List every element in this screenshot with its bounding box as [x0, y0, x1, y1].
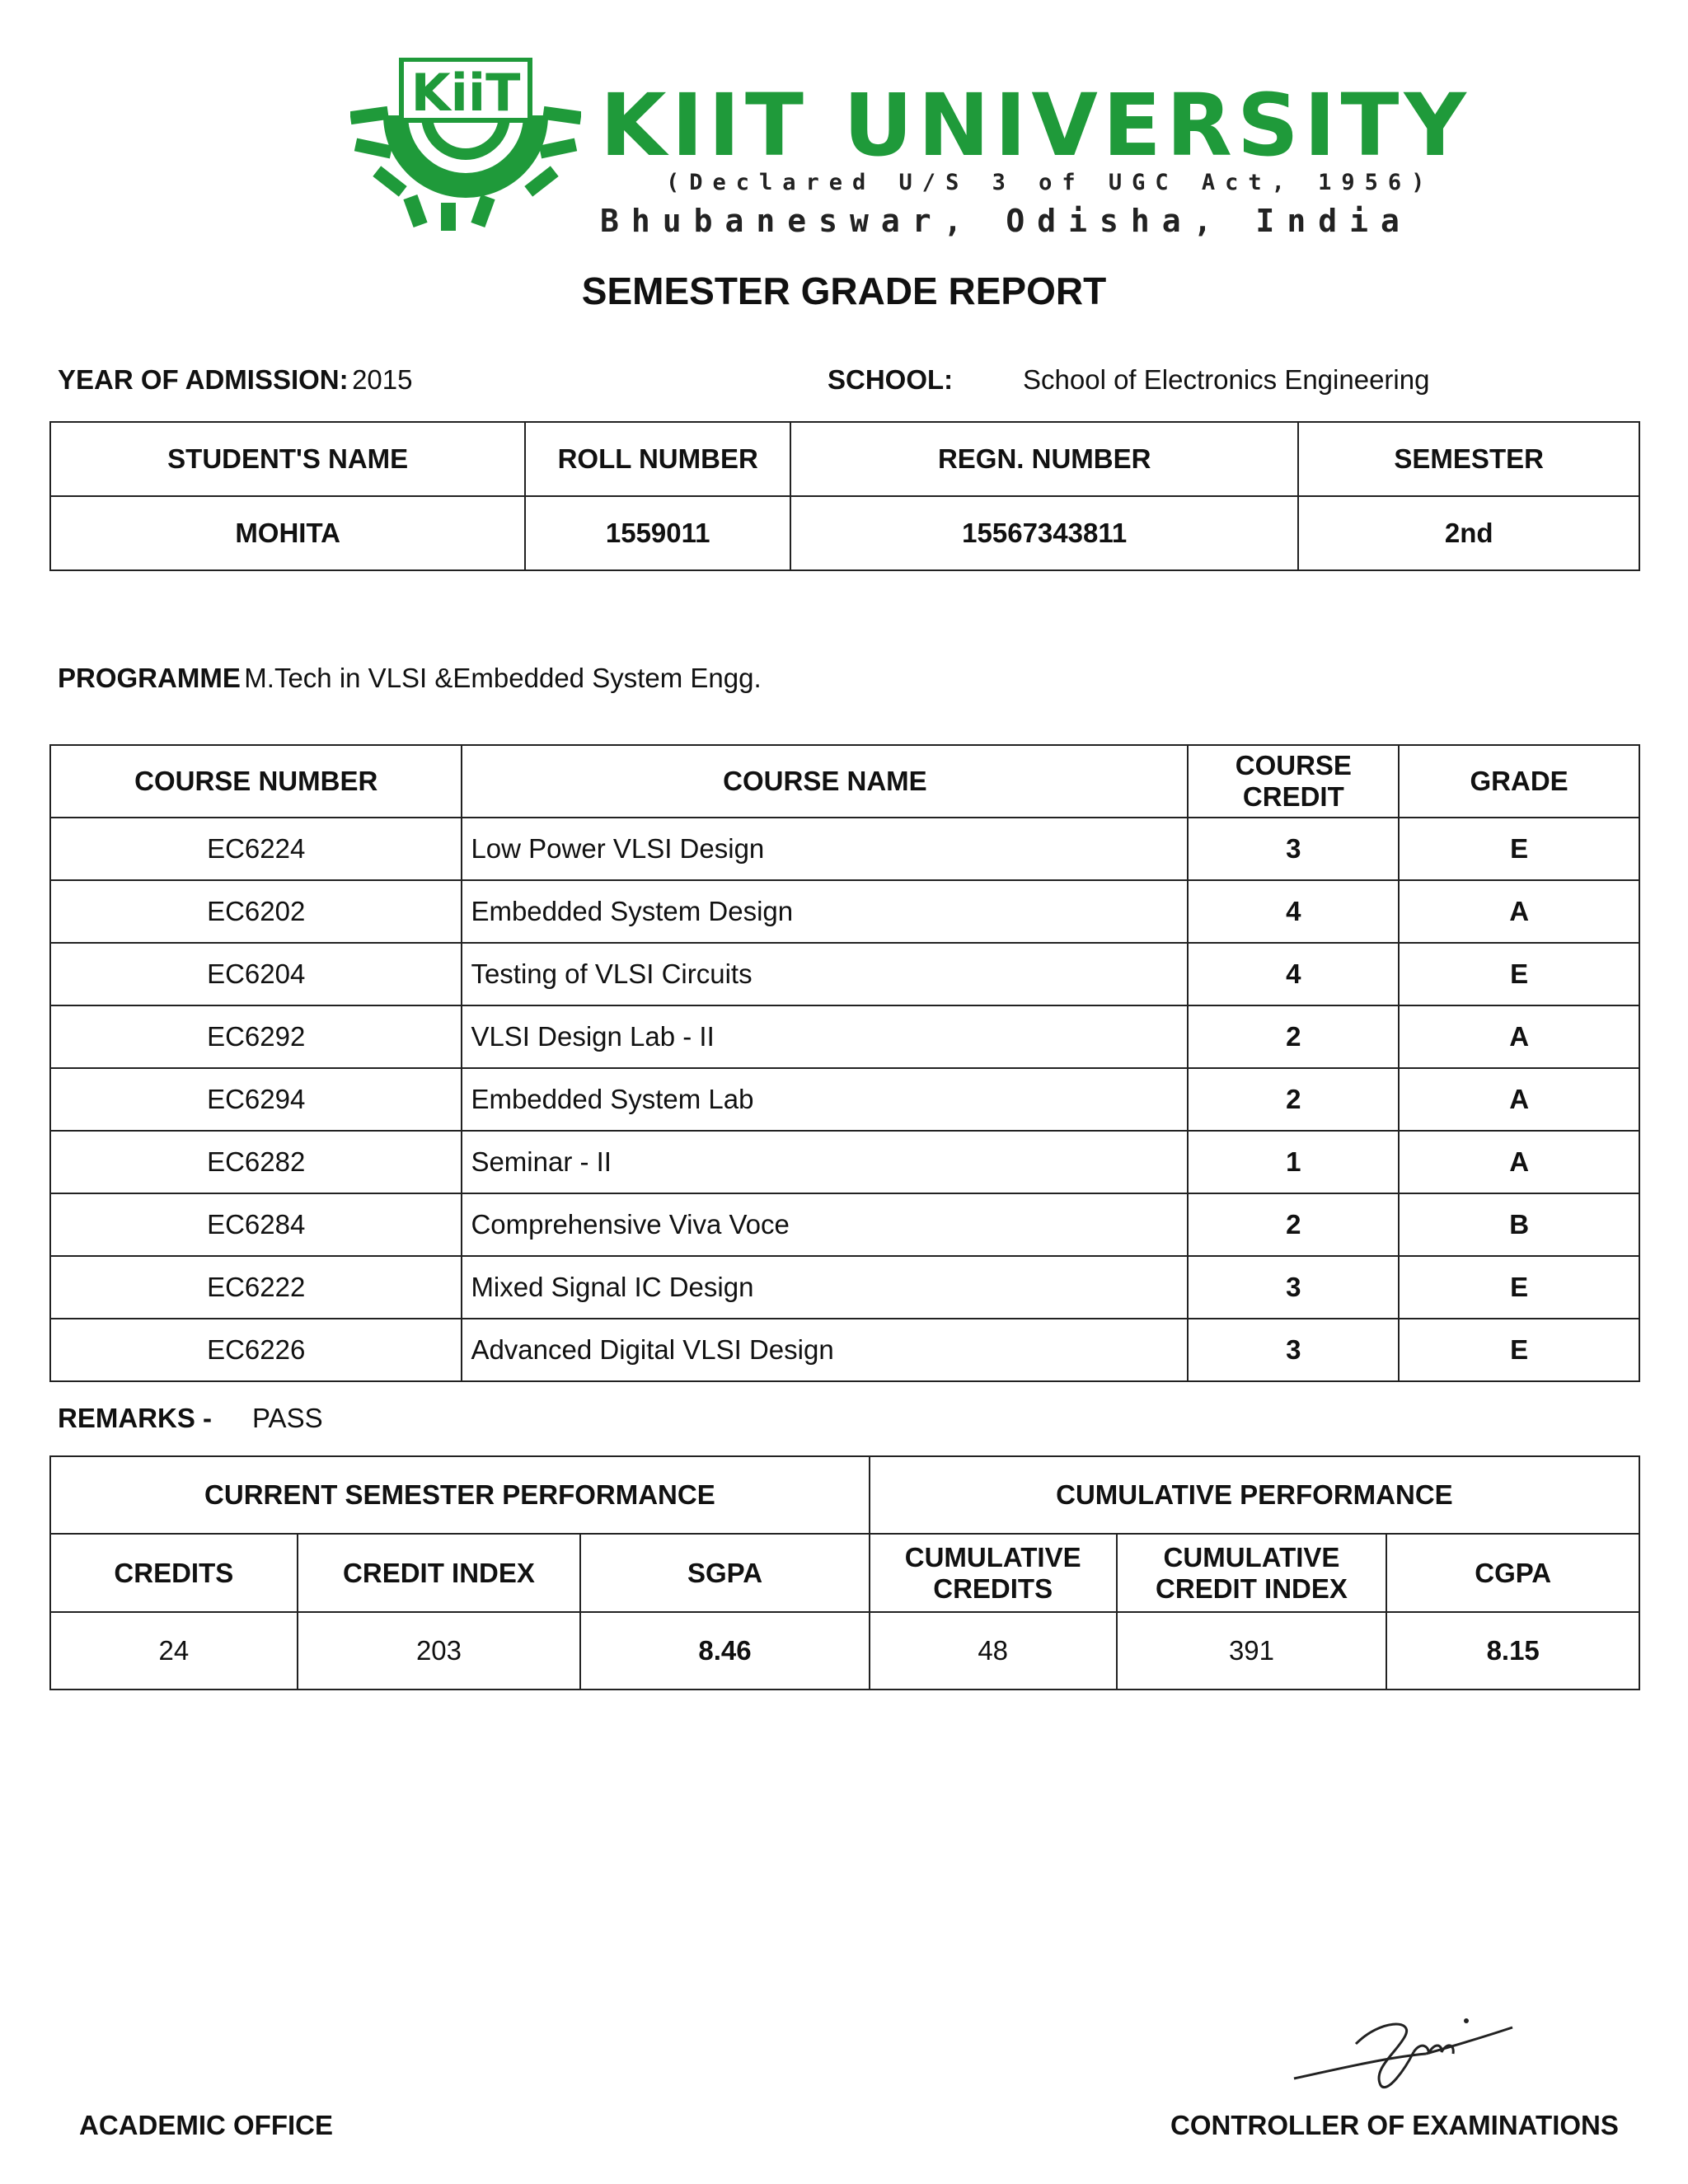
- table-row: [50, 1193, 1639, 1256]
- course-number: EC6292: [50, 1005, 462, 1068]
- course-grade: A: [1399, 880, 1639, 943]
- sgpa-value: 8.46: [580, 1612, 870, 1690]
- course-credit: 4: [1188, 943, 1399, 1005]
- student-name-header: STUDENT'S NAME: [50, 422, 525, 496]
- course-name: VLSI Design Lab - II: [462, 1005, 1188, 1068]
- course-name: Testing of VLSI Circuits: [462, 943, 1188, 1005]
- course-credit: 1: [1188, 1131, 1399, 1193]
- university-location: Bhubaneswar, Odisha, India: [600, 203, 1412, 239]
- university-name: KIIT UNIVERSITY: [600, 75, 1471, 176]
- programme-field: [58, 663, 762, 694]
- cumulative-index-header-line2: CREDIT INDEX: [1156, 1572, 1348, 1604]
- course-grade: B: [1399, 1193, 1639, 1256]
- report-title: SEMESTER GRADE REPORT: [581, 269, 1107, 312]
- course-name: Low Power VLSI Design: [462, 818, 1188, 880]
- course-credit: 2: [1188, 1005, 1399, 1068]
- cumulative-heading: CUMULATIVE PERFORMANCE: [870, 1456, 1639, 1534]
- remarks-label: REMARKS -: [58, 1403, 212, 1433]
- admission-field: [58, 364, 413, 396]
- sgpa-header: SGPA: [580, 1534, 870, 1612]
- course-name: Embedded System Design: [462, 880, 1188, 943]
- student-info-table: [49, 421, 1640, 571]
- logo-text: KiiT: [410, 63, 521, 123]
- course-grade: A: [1399, 1005, 1639, 1068]
- university-declaration: (Declared U/S 3 of UGC Act, 1956): [666, 170, 1435, 195]
- signature-text: Jami: [1422, 2020, 1463, 2041]
- course-number: EC6226: [50, 1319, 462, 1381]
- course-credit: 2: [1188, 1193, 1399, 1256]
- course-name: Seminar - II: [462, 1131, 1188, 1193]
- cumulative-index-value: 391: [1117, 1612, 1387, 1690]
- course-grade: E: [1399, 1319, 1639, 1381]
- table-row: [50, 880, 1639, 943]
- remarks-value: PASS: [252, 1403, 323, 1433]
- performance-table: [49, 1455, 1640, 1690]
- course-name: Comprehensive Viva Voce: [462, 1193, 1188, 1256]
- performance-values-row: [50, 1612, 1639, 1690]
- cumulative-credits-header-line2: CREDITS: [933, 1572, 1053, 1604]
- course-grade: E: [1399, 1256, 1639, 1319]
- table-row: [50, 1068, 1639, 1131]
- school-label: SCHOOL:: [828, 364, 954, 395]
- course-number: EC6204: [50, 943, 462, 1005]
- table-row: [50, 1131, 1639, 1193]
- course-name: Advanced Digital VLSI Design: [462, 1319, 1188, 1381]
- semester: 2nd: [1298, 496, 1639, 570]
- regn-number-header: REGN. NUMBER: [790, 422, 1298, 496]
- table-row: [50, 818, 1639, 880]
- student-name: MOHITA: [50, 496, 525, 570]
- course-credit-header: [1188, 745, 1399, 818]
- course-name: Mixed Signal IC Design: [462, 1256, 1188, 1319]
- course-number: EC6222: [50, 1256, 462, 1319]
- school-value: School of Electronics Engineering: [1023, 364, 1430, 395]
- course-table: [49, 744, 1640, 1382]
- admission-value: 2015: [352, 364, 413, 395]
- roll-number: 1559011: [525, 496, 790, 570]
- cumulative-index-header-line1: CUMULATIVE: [1163, 1541, 1340, 1572]
- admission-label: YEAR OF ADMISSION:: [58, 364, 349, 395]
- course-credit: 3: [1188, 818, 1399, 880]
- course-grade: E: [1399, 943, 1639, 1005]
- regn-number: 15567343811: [790, 496, 1298, 570]
- table-row: [50, 943, 1639, 1005]
- course-grade: E: [1399, 818, 1639, 880]
- programme-value: M.Tech in VLSI &Embedded System Engg.: [244, 663, 762, 693]
- academic-office-label: ACADEMIC OFFICE: [79, 2110, 333, 2140]
- course-number: EC6224: [50, 818, 462, 880]
- course-number: EC6202: [50, 880, 462, 943]
- current-semester-heading: CURRENT SEMESTER PERFORMANCE: [50, 1456, 870, 1534]
- credit-index-value: 203: [298, 1612, 581, 1690]
- course-grade: A: [1399, 1068, 1639, 1131]
- cumulative-credits-header: [870, 1534, 1117, 1612]
- semester-header: SEMESTER: [1298, 422, 1639, 496]
- cumulative-credits-header-line1: CUMULATIVE: [904, 1541, 1081, 1572]
- table-row: [50, 1319, 1639, 1381]
- course-grade: A: [1399, 1131, 1639, 1193]
- course-number: EC6282: [50, 1131, 462, 1193]
- roll-number-header: ROLL NUMBER: [525, 422, 790, 496]
- course-credit: 2: [1188, 1068, 1399, 1131]
- cumulative-credits-value: 48: [870, 1612, 1117, 1690]
- university-logo: [350, 58, 581, 231]
- credits-header: CREDITS: [50, 1534, 298, 1612]
- table-row: [50, 1005, 1639, 1068]
- cgpa-header: CGPA: [1386, 1534, 1639, 1612]
- cumulative-index-header: [1117, 1534, 1387, 1612]
- course-credit: 4: [1188, 880, 1399, 943]
- grade-header: GRADE: [1399, 745, 1639, 818]
- course-credit-header-line2: CREDIT: [1242, 781, 1344, 812]
- cgpa-value: 8.15: [1386, 1612, 1639, 1690]
- programme-label: PROGRAMME: [58, 663, 241, 693]
- credits-value: 24: [50, 1612, 298, 1690]
- course-number: EC6294: [50, 1068, 462, 1131]
- controller-label: CONTROLLER OF EXAMINATIONS: [1170, 2110, 1619, 2140]
- course-credit: 3: [1188, 1256, 1399, 1319]
- controller-signature: [1290, 2003, 1521, 2093]
- course-name: Embedded System Lab: [462, 1068, 1188, 1131]
- student-info-row: [50, 496, 1639, 570]
- course-number: EC6284: [50, 1193, 462, 1256]
- table-row: [50, 1256, 1639, 1319]
- course-credit-header-line1: COURSE: [1235, 750, 1352, 781]
- credit-index-header: CREDIT INDEX: [298, 1534, 581, 1612]
- course-name-header: COURSE NAME: [462, 745, 1188, 818]
- course-credit: 3: [1188, 1319, 1399, 1381]
- course-number-header: COURSE NUMBER: [50, 745, 462, 818]
